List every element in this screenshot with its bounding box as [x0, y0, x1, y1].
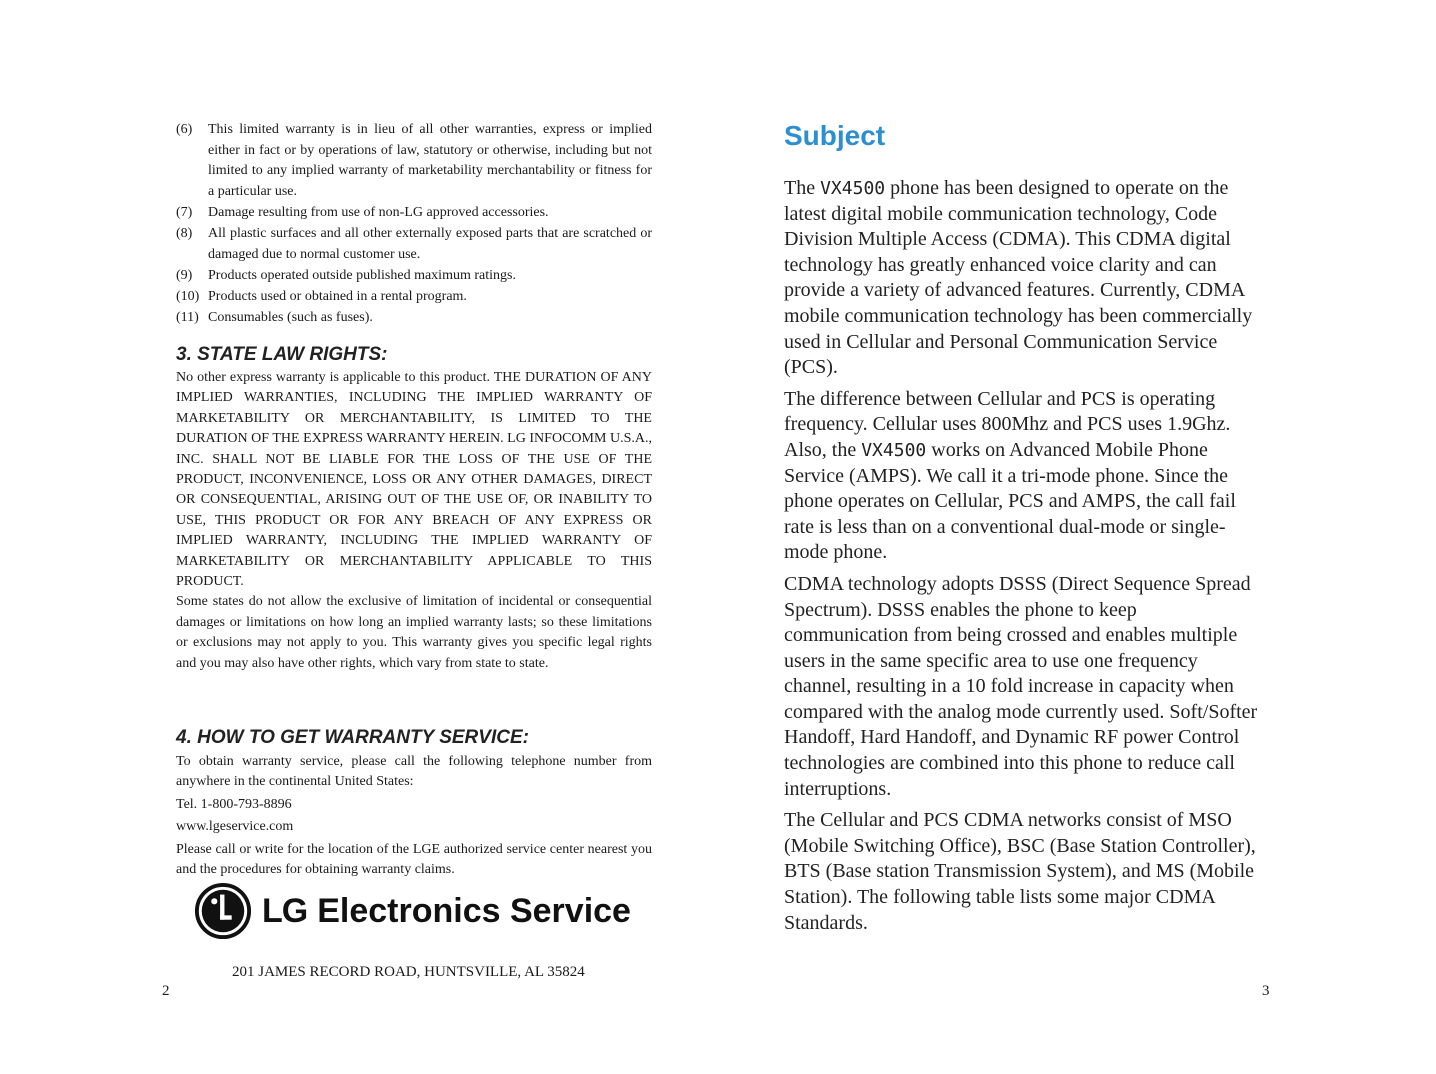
list-item-text: All plastic surfaces and all other externally exposed parts that are scratched or damaged due to normal customer use. [208, 225, 652, 262]
list-item [176, 224, 652, 265]
lg-electronics-logo [194, 880, 631, 942]
list-item-number: (8) [176, 225, 193, 241]
list-item [176, 120, 652, 202]
page-title: Subject [784, 120, 886, 151]
model-name: VX4500 [861, 439, 927, 461]
page-number: 3 [1262, 983, 1270, 999]
list-item-text: Consumables (such as fuses). [208, 309, 373, 325]
logo-service-text: Electronics Service [317, 891, 631, 930]
lg-face-logo-icon [194, 882, 252, 940]
list-item [176, 266, 652, 287]
paragraph-text: phone has been designed to operate on the latest digital mobile communication technology, Code Division Multiple Access (CDMA). This CDMA digital technology has greatly enhanced voice clarity and can provide a variety of advanced features. Currently, CDMA mobile communication technology has been commercially used in Cellular and Personal Communication Service (PCS). [784, 177, 1253, 379]
list-item-number: (10) [176, 288, 200, 304]
paragraph-text: The [784, 177, 821, 199]
warranty-service-closing: Please call or write for the location of the LGE authorized service center nearest you and the procedures for obtaining warranty claims. [176, 841, 652, 878]
body-paragraph [784, 387, 1264, 566]
warranty-service-intro: To obtain warranty service, please call the following telephone number from anywhere in the continental United States: [176, 754, 652, 790]
paragraph-text: works on Advanced Mobile Phone Service (AMPS). We call it a tri-mode phone. Since the phone operates on Cellular, PCS and AMPS, the call fail rate is less than on a conventional dual-mode or single-mode phone. [784, 438, 1236, 564]
body-paragraph: CDMA technology adopts DSSS (Direct Sequence Spread Spectrum). DSSS enables the phone to keep communication from being crossed and enables multiple users in the same specific area to use one frequency channel, resulting in a 10 fold increase in capacity when compared with the analog mode currently used. Soft/Softer Handoff, Hard Handoff, and Dynamic RF power Control technologies are combined into this phone to reduce call interruptions. [784, 572, 1258, 800]
list-item [176, 308, 652, 329]
telephone-number: Tel. 1-800-793-8896 [176, 796, 292, 812]
logo-brand-text: LG [262, 891, 308, 930]
warranty-exclusion-list [176, 120, 652, 329]
body-paragraph [784, 176, 1264, 381]
state-law-heading: 3. STATE LAW RIGHTS: [176, 344, 388, 365]
address: 201 JAMES RECORD ROAD, HUNTSVILLE, AL 35824 [232, 964, 585, 980]
warranty-service-heading: 4. HOW TO GET WARRANTY SERVICE: [176, 727, 529, 748]
list-item [176, 203, 652, 224]
right-page [718, 0, 1436, 1074]
model-name: VX4500 [820, 178, 886, 199]
paragraph-text: The difference between Cellular and PCS is operating frequency. Cellular uses 800Mhz and PCS uses 1.9Ghz. Also, the [784, 387, 1231, 461]
list-item-number: (6) [176, 122, 193, 137]
list-item-number: (11) [176, 309, 199, 325]
state-law-paragraph: No other express warranty is applicable to this product. THE DURATION OF ANY IMPLIED WARRANTIES, INCLUDING THE IMPLIED WARRANTY OF MARKETABILITY OR MERCHANTABILITY, IS LIMITED TO THE DURATION OF THE EXPRESS WARRANTY HEREIN. LG INFOCOMM U.S.A., INC. SHALL NOT BE LIABLE FOR THE LOSS OF THE USE OF THE PRODUCT, INCONVENIENCE, LOSS OR ANY OTHER DAMAGES, DIRECT OR CONSEQUENTIAL, ARISING OUT OF THE USE OF, OR INABILITY TO USE, THIS PRODUCT OR FOR ANY BREACH OF ANY EXPRESS OR IMPLIED WARRANTY, INCLUDING THE IMPLIED WARRANTY OF MARKETABILITY OR MERCHANTABILITY APPLICABLE TO THIS PRODUCT. [176, 370, 652, 590]
state-law-body [176, 368, 652, 674]
list-item-number: (7) [176, 204, 193, 220]
list-item-text: Products used or obtained in a rental program. [208, 288, 467, 304]
subject-body [784, 176, 1264, 942]
list-item-text: Damage resulting from use of non-LG approved accessories. [208, 204, 549, 220]
warranty-service-body [176, 752, 652, 880]
website-link[interactable]: www.lgeservice.com [176, 819, 294, 835]
list-item [176, 287, 652, 308]
list-item-text: This limited warranty is in lieu of all other warranties, express or implied either in fact or by operations of law, statutory or otherwise, including but not limited to any implied warranty of marketability merchantability or fitness for a particular use. [208, 122, 652, 199]
page-number: 2 [162, 983, 170, 999]
state-law-paragraph: Some states do not allow the exclusive of limitation of incidental or consequential damages or limitations on how long an implied warranty lasts; so these limitations or exclusions may not apply to you. This warranty gives you specific legal rights and you may also have other rights, which vary from state to state. [176, 594, 652, 671]
list-item-number: (9) [176, 267, 193, 283]
list-item-text: Products operated outside published maximum ratings. [208, 267, 516, 283]
body-paragraph: The Cellular and PCS CDMA networks consist of MSO (Mobile Switching Office), BSC (Base Station Controller), BTS (Base station Transmission System), and MS (Mobile Station). The following table lists some major CDMA Standards. [784, 809, 1256, 934]
